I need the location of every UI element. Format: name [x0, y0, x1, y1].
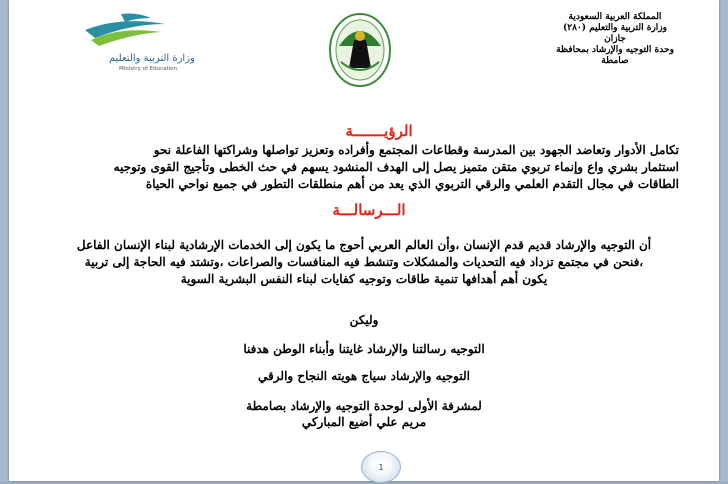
ministry-line-unit: وحدة التوجيه والإرشاد بمحافظة: [556, 45, 674, 55]
document-page: [9, 0, 719, 481]
ministry-header-text: [545, 12, 685, 67]
ministry-line-region: جازان: [604, 34, 626, 44]
moe-logo-arabic-text: وزارة التربية والتعليم: [109, 53, 195, 64]
ministry-line-ministry: وزارة التربية والتعليم (٢٨٠): [563, 23, 667, 33]
ministry-line-governorate: صامطة: [601, 56, 629, 66]
ministry-of-education-logo: [75, 10, 195, 72]
mission-line: أن التوجيه والإرشاد قديم قدم الإنسان ،وأن العالم العربي أحوج ما يكون إلى الخدمات الإرشادية لبناء الإنسان الفاعل: [76, 238, 652, 252]
moe-emblem-icon: [81, 10, 171, 52]
mission-paragraph: [49, 237, 679, 288]
moe-logo-english-text: Ministry of Education: [119, 66, 178, 72]
mission-heading: الـــرسالـــة: [332, 201, 406, 219]
vision-paragraph: [114, 142, 679, 193]
page-frame-left: [0, 0, 9, 481]
slogan-line-1: التوجيه رسالتنا والإرشاد غايتنا وأبناء الوطن هدفنا: [243, 342, 485, 356]
signature-name: مريم علي أضيع المباركي: [301, 415, 427, 429]
mission-line: يكون أهم أهدافها تنمية طاقات وتوجيه كفايات لبناء النفس البشرية السوية: [180, 272, 548, 286]
vision-line: استثمار بشري واع وإنماء تربوي متقن متميز يصل إلى الهدف المنشود يسهم في حث الخطى وتأجيج القوى وتوجيه: [113, 160, 679, 174]
slogan-line-2: التوجيه والإرشاد سياج هويته النجاح والرقي: [258, 369, 470, 383]
guidance-unit-emblem: [327, 6, 393, 88]
mission-line: ،فنحن في مجتمع تزداد فيه التحديات والمشكلات وتنشط فيه المنافسات والصراعات ،وتشتد فيه الحاجة إلى تربية: [84, 255, 644, 269]
vision-line: تكامل الأدوار وتعاضد الجهود بين المدرسة وقطاعات المجتمع وأفراده وتعزيز تواصلها وشراكتها الفاعلة نحو: [153, 143, 679, 157]
closing-intro: وليكن: [349, 313, 379, 327]
vision-line: الطاقات في مجال التقدم العلمي والرقي التربوي الذي يعد من أهم منطلقات التطور في جميع نواحي الحياة: [145, 177, 679, 191]
signature-title: لمشرفة الأولى لوحدة التوجيه والإرشاد بصامطة: [246, 399, 482, 413]
vision-heading: الرؤيـــــــة: [345, 122, 413, 140]
page-frame-right: [719, 0, 728, 481]
guidance-emblem-icon: [327, 6, 393, 88]
page-number-badge: 1: [361, 451, 401, 483]
ministry-line-kingdom: المملكة العربية السعودية: [568, 12, 662, 22]
